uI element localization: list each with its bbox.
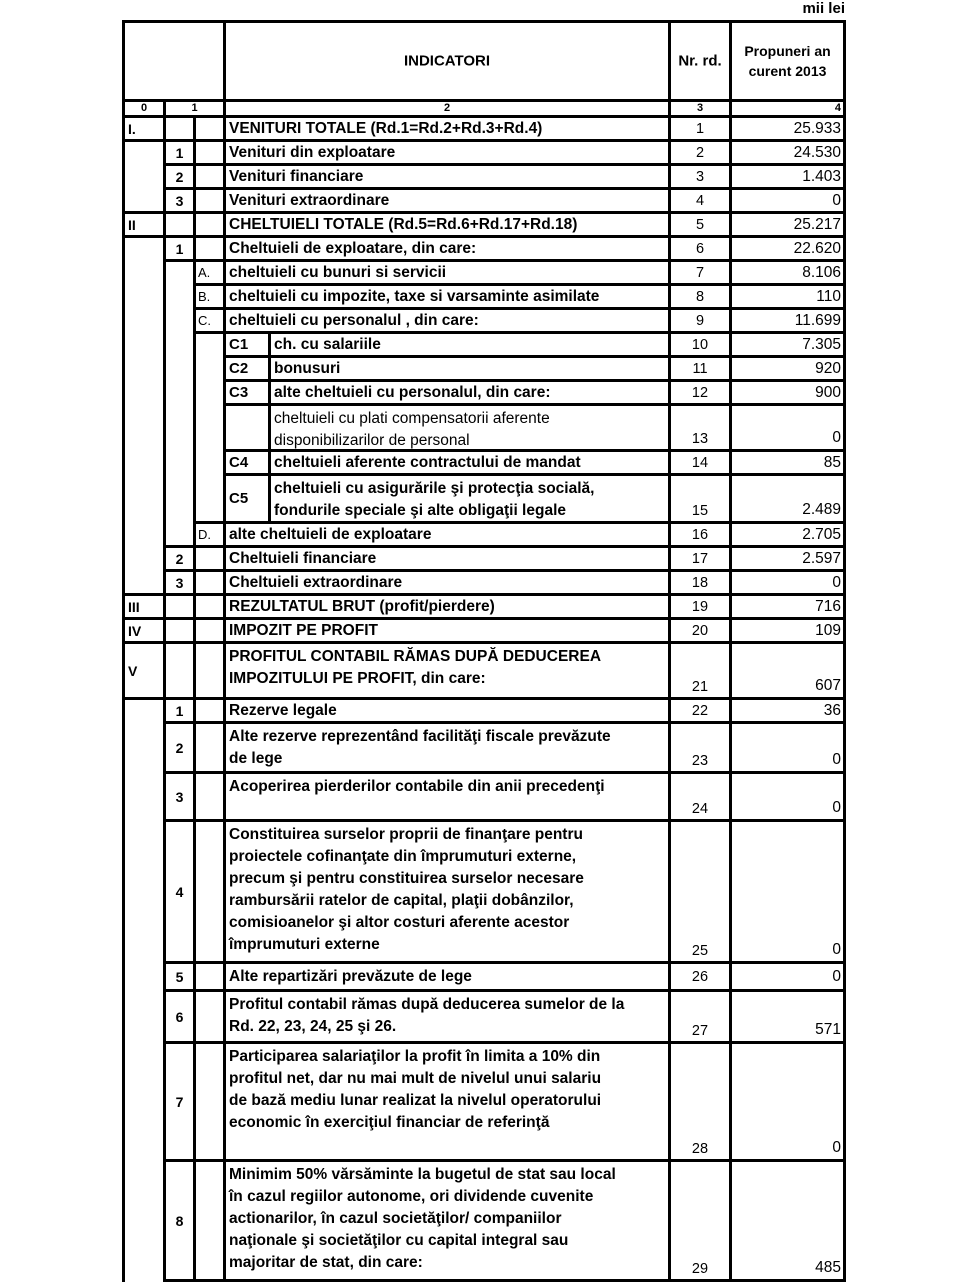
- table-row: [122, 620, 846, 644]
- row-value: 0: [832, 799, 841, 816]
- row-label: Venituri din exploatare: [229, 143, 396, 161]
- row-value: 607: [815, 677, 841, 694]
- table-row: [122, 310, 846, 334]
- row-number: 18: [691, 574, 709, 591]
- row-label-line: de bază mediu lunar realizat la nivelul operatorului: [229, 1092, 602, 1109]
- column-number-row: [122, 102, 846, 118]
- row-value: 24.530: [793, 143, 841, 161]
- row-label: Venituri extraordinare: [229, 191, 390, 209]
- row-number: 25: [691, 943, 709, 959]
- row-subsection: 8: [175, 1212, 184, 1229]
- row-label-line1: Profitul contabil rămas după deducerea sumelor de la: [229, 996, 625, 1013]
- row-label-line1: PROFITUL CONTABIL RĂMAS DUPĂ DEDUCEREA: [229, 648, 602, 665]
- row-value: 0: [832, 191, 841, 209]
- row-number: 27: [691, 1023, 709, 1039]
- row-value: 2.489: [802, 501, 841, 518]
- row-sub-code: C4: [229, 453, 249, 471]
- row-subsection: 2: [175, 550, 184, 567]
- row-label: CHELTUIELI TOTALE (Rd.5=Rd.6+Rd.17+Rd.18): [229, 215, 578, 233]
- row-number: 3: [695, 168, 705, 185]
- row-value: 0: [832, 751, 841, 768]
- row-label-line: Minimim 50% vărsăminte la bugetul de stat sau local: [229, 1166, 616, 1183]
- row-section: III: [128, 598, 140, 615]
- row-section: V: [128, 662, 138, 679]
- row-sub-code: C2: [229, 359, 249, 377]
- row-value: 11.699: [794, 311, 841, 329]
- row-label-line: naţionale şi societăţilor cu capital integral sau: [229, 1232, 569, 1249]
- row-label: cheltuieli aferente contractului de mandat: [274, 453, 581, 471]
- row-subsection: 2: [175, 739, 184, 756]
- row-section: I.: [128, 120, 136, 137]
- row-value: 8.106: [802, 263, 841, 281]
- table-row: [122, 142, 846, 166]
- row-label: VENITURI TOTALE (Rd.1=Rd.2+Rd.3+Rd.4): [229, 119, 543, 137]
- row-value: 900: [815, 383, 841, 401]
- row-label: cheltuieli cu bunuri si servicii: [229, 263, 447, 281]
- row-label-line: precum şi pentru constituirea surselor necesare: [229, 870, 584, 887]
- table-row: [122, 214, 846, 238]
- row-label: Cheltuieli de exploatare, din care:: [229, 239, 477, 257]
- row-number: 22: [691, 702, 709, 719]
- row-label: Cheltuieli financiare: [229, 549, 377, 567]
- table-row: [122, 190, 846, 214]
- row-value: 109: [815, 621, 841, 639]
- row-subsection: 3: [175, 788, 184, 805]
- table-row: [122, 1162, 846, 1282]
- row-label: alte cheltuieli cu personalul, din care:: [274, 383, 551, 401]
- row-number: 7: [695, 264, 705, 281]
- row-subsection: 1: [175, 702, 184, 719]
- row-sub-code: C3: [229, 383, 249, 401]
- row-label: Venituri financiare: [229, 167, 364, 185]
- row-subsection: 3: [175, 192, 184, 209]
- table-row: [122, 774, 846, 822]
- row-label: Cheltuieli extraordinare: [229, 573, 403, 591]
- row-number: 16: [691, 526, 709, 543]
- row-number: 12: [691, 384, 709, 401]
- row-label: ch. cu salariile: [274, 335, 381, 353]
- row-number: 2: [695, 144, 705, 161]
- row-number: 17: [691, 550, 709, 567]
- row-number: 20: [691, 622, 709, 639]
- row-letter: A.: [198, 264, 211, 280]
- row-value: 85: [823, 453, 841, 471]
- row-section: IV: [128, 622, 142, 639]
- row-number: 13: [691, 431, 709, 447]
- row-number: 29: [691, 1261, 709, 1277]
- row-subsection: 1: [175, 240, 184, 257]
- row-label-line: în cazul regiilor autonome, ori dividende cuvenite: [229, 1188, 594, 1205]
- row-letter: D.: [198, 526, 211, 542]
- row-label-line: Participarea salariaţilor la profit în limita a 10% din: [229, 1048, 601, 1065]
- row-label-line1: cheltuieli cu plati compensatorii aferente: [274, 410, 550, 427]
- table-row: [122, 524, 846, 548]
- row-value: 2.597: [802, 549, 841, 567]
- row-label: REZULTATUL BRUT (profit/pierdere): [229, 597, 495, 615]
- row-number: 19: [691, 598, 709, 615]
- row-number: 6: [695, 240, 705, 257]
- row-value: 25.217: [793, 215, 841, 233]
- colnum-4: 4: [732, 102, 846, 118]
- colnum-1: 1: [166, 102, 226, 118]
- table-row: [122, 724, 846, 774]
- row-label-line: majoritar de stat, din care:: [229, 1254, 423, 1271]
- row-subsection: 7: [175, 1093, 184, 1110]
- row-number: 9: [695, 312, 705, 329]
- table-row: [122, 118, 846, 142]
- row-value: 25.933: [793, 119, 841, 137]
- colnum-0: 0: [122, 102, 166, 118]
- row-label: alte cheltuieli de exploatare: [229, 525, 432, 543]
- row-value: 2.705: [802, 525, 841, 543]
- row-label-line: proiectele cofinanţate din împrumuturi externe,: [229, 848, 577, 865]
- table-row: [122, 572, 846, 596]
- table-row: [122, 700, 846, 724]
- table-row: [122, 238, 846, 262]
- row-value: 22.620: [793, 239, 841, 257]
- row-label: IMPOZIT PE PROFIT: [229, 621, 378, 639]
- row-number: 23: [691, 753, 709, 769]
- row-label-line: Constituirea surselor proprii de finanţare pentru: [229, 826, 583, 843]
- table-row: [122, 406, 846, 452]
- row-letter: B.: [198, 288, 211, 304]
- table-row: [122, 822, 846, 964]
- row-label: bonusuri: [274, 359, 341, 377]
- row-subsection: 6: [175, 1008, 184, 1025]
- row-subsection: 4: [175, 883, 184, 900]
- row-subsection: 3: [175, 574, 184, 591]
- row-label: Alte repartizări prevăzute de lege: [229, 967, 472, 985]
- colnum-3: 3: [671, 102, 732, 118]
- table-header: [122, 20, 846, 102]
- table-row: [122, 964, 846, 992]
- row-sub-code: C5: [229, 489, 249, 507]
- row-number: 11: [692, 360, 708, 377]
- row-value: 485: [815, 1259, 841, 1276]
- unit-label: mii lei: [802, 0, 845, 17]
- row-label-line2: IMPOZITULUI PE PROFIT, din care:: [229, 670, 486, 687]
- row-number: 26: [691, 968, 709, 985]
- table-row: [122, 382, 846, 406]
- row-number: 1: [695, 120, 705, 137]
- table-row: [122, 1044, 846, 1162]
- row-number: 10: [691, 336, 709, 353]
- table-row: [122, 452, 846, 476]
- row-number: 8: [695, 288, 705, 305]
- row-value: 1.403: [802, 167, 841, 185]
- row-label-line1: Acoperirea pierderilor contabile din anii precedenţi: [229, 778, 605, 795]
- row-number: 24: [691, 801, 709, 817]
- row-label-line2: Rd. 22, 23, 24, 25 şi 26.: [229, 1018, 397, 1035]
- row-number: 28: [691, 1141, 709, 1157]
- table-row: [122, 358, 846, 382]
- table-row: [122, 334, 846, 358]
- table-row: [122, 476, 846, 524]
- row-value: 716: [815, 597, 841, 615]
- row-value: 0: [832, 941, 841, 958]
- row-section: II: [128, 216, 136, 233]
- row-label: cheltuieli cu impozite, taxe si varsaminte asimilate: [229, 287, 600, 305]
- header-indicatori: INDICATORI: [403, 52, 491, 70]
- row-label: cheltuieli cu personalul , din care:: [229, 311, 479, 329]
- row-label-line2: de lege: [229, 750, 283, 767]
- row-value: 571: [815, 1021, 841, 1038]
- row-value: 7.305: [802, 335, 841, 353]
- row-value: 0: [832, 573, 841, 591]
- row-value: 0: [832, 967, 841, 985]
- row-value: 920: [815, 359, 841, 377]
- row-value: 0: [832, 1139, 841, 1156]
- row-label-line: profitul net, dar nu mai mult de nivelul unui salariu: [229, 1070, 602, 1087]
- row-label-line1: Alte rezerve reprezentând facilităţi fiscale prevăzute: [229, 728, 611, 745]
- row-label-line: comisioanelor şi altor costuri aferente acestor: [229, 914, 570, 931]
- row-label-line1: cheltuieli cu asigurările şi protecţia socială,: [274, 480, 595, 497]
- row-subsection: 2: [175, 168, 184, 185]
- row-label-line2: disponibilizarilor de personal: [274, 432, 470, 449]
- row-subsection: 1: [175, 144, 184, 161]
- header-nr-rd: Nr. rd.: [678, 52, 722, 70]
- row-label-line: actionarilor, în cazul societăţilor/ companiilor: [229, 1210, 562, 1227]
- table-row: [122, 992, 846, 1044]
- row-label-line2: fondurile speciale şi alte obligaţii legale: [274, 502, 567, 519]
- row-value: 36: [823, 701, 841, 719]
- row-label-line: împrumuturi externe: [229, 936, 380, 953]
- row-number: 5: [695, 216, 705, 233]
- row-label-line: economic în exerciţiul financiar de referinţă: [229, 1114, 550, 1131]
- row-letter: C.: [198, 312, 211, 328]
- table-row: [122, 548, 846, 572]
- header-propuneri-line2: curent 2013: [748, 63, 827, 79]
- table-row: [122, 262, 846, 286]
- row-number: 14: [691, 454, 709, 471]
- table-row: [122, 166, 846, 190]
- row-subsection: 5: [175, 968, 184, 985]
- row-sub-code: C1: [229, 335, 249, 353]
- table-row: [122, 644, 846, 700]
- row-label-line: rambursării ratelor de capital, plaţii dobânzilor,: [229, 892, 574, 909]
- row-number: 15: [691, 503, 709, 519]
- row-number: 21: [691, 679, 709, 695]
- row-value: 110: [816, 287, 841, 305]
- colnum-2: 2: [226, 102, 671, 118]
- row-label: Rezerve legale: [229, 701, 337, 719]
- row-value: 0: [832, 429, 841, 446]
- header-propuneri-line1: Propuneri an: [744, 43, 831, 59]
- table-row: [122, 596, 846, 620]
- row-number: 4: [695, 192, 705, 209]
- table-row: [122, 286, 846, 310]
